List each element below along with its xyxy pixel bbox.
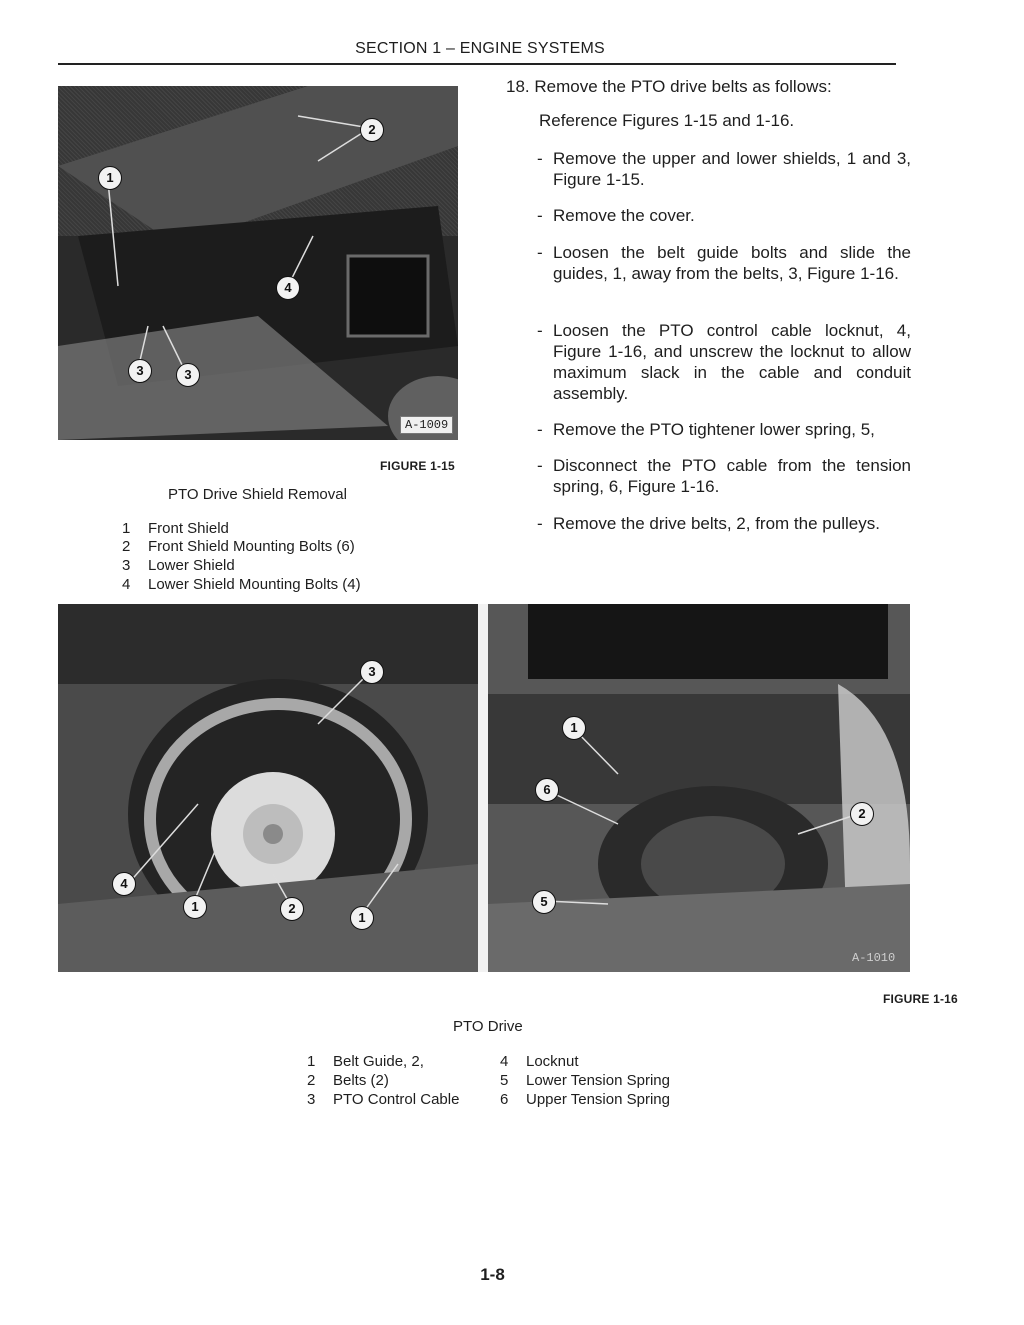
- instruction-item: - Remove the cover.: [537, 205, 911, 226]
- callout-3: 3: [128, 359, 152, 383]
- figure-1-15-photo: [58, 86, 458, 440]
- legend-number: 2: [122, 538, 131, 555]
- callout-4: 4: [276, 276, 300, 300]
- legend-number: 1: [122, 520, 131, 537]
- header-rule: [58, 63, 896, 65]
- figure-1-16-photo-art: [58, 604, 910, 972]
- instruction-item: - Disconnect the PTO cable from the tension spring, 6, Figure 1-16.: [537, 456, 911, 496]
- callout-1: 1: [98, 166, 122, 190]
- legend-number: 4: [122, 576, 131, 593]
- legend-row: [500, 1091, 670, 1108]
- instruction-text: Loosen the PTO control cable locknut, 4, Figure 1-16, and unscrew the locknut to allow maximum slack in the cable and conduit assembly.: [553, 321, 911, 403]
- legend-row: [500, 1053, 579, 1070]
- legend-number: 2: [307, 1072, 316, 1089]
- instruction-item: - Remove the drive belts, 2, from the pulleys.: [537, 513, 911, 534]
- callout-2: 2: [280, 897, 304, 921]
- legend-row: [307, 1072, 389, 1089]
- page-number: 1-8: [480, 1265, 505, 1284]
- legend-row: [122, 557, 235, 574]
- instruction-text: Remove the cover.: [553, 206, 695, 225]
- legend-text: Lower Shield: [148, 557, 235, 574]
- legend-number: 6: [500, 1091, 509, 1108]
- callout-5: 5: [532, 890, 556, 914]
- legend-text: Lower Shield Mounting Bolts (4): [148, 576, 361, 593]
- figure-1-16-photo: [58, 604, 910, 972]
- legend-text: PTO Control Cable: [333, 1091, 460, 1108]
- callout-2: 2: [850, 802, 874, 826]
- callout-2: 2: [360, 118, 384, 142]
- legend-number: 1: [307, 1053, 316, 1070]
- legend-row: [122, 520, 229, 537]
- instruction-text: Remove the drive belts, 2, from the pulleys.: [553, 514, 880, 533]
- instruction-item: - Remove the upper and lower shields, 1 and 3, Figure 1-15.: [537, 149, 911, 189]
- legend-number: 3: [122, 557, 131, 574]
- legend-text: Front Shield: [148, 520, 229, 537]
- legend-text: Upper Tension Spring: [526, 1091, 670, 1108]
- callout-6: 6: [535, 778, 559, 802]
- legend-row: [307, 1091, 459, 1108]
- callout-1: 1: [350, 906, 374, 930]
- legend-text: Lower Tension Spring: [526, 1072, 670, 1089]
- legend-row: [122, 538, 355, 555]
- instruction-item: - Loosen the belt guide bolts and slide the guides, 1, away from the belts, 3, Figure 1-16.: [537, 243, 911, 283]
- callout-1: 1: [562, 716, 586, 740]
- legend-row: [122, 576, 361, 593]
- figure-1-15-title: PTO Drive Shield Removal: [168, 486, 347, 503]
- instruction-item: - Loosen the PTO control cable locknut, 4, Figure 1-16, and unscrew the locknut to allow maximum slack in the cable and conduit assembly.: [537, 321, 911, 403]
- figure-1-15-label: FIGURE 1-15: [380, 459, 455, 473]
- photo-code: A-1010: [852, 951, 896, 965]
- legend-text: Locknut: [526, 1053, 579, 1070]
- legend-number: 3: [307, 1091, 316, 1108]
- legend-row: [500, 1072, 670, 1089]
- callout-3: 3: [176, 363, 200, 387]
- instruction-text: Loosen the belt guide bolts and slide the guides, 1, away from the belts, 3, Figure 1-16.: [553, 243, 911, 283]
- callout-3: 3: [360, 660, 384, 684]
- instruction-text: Remove the PTO tightener lower spring, 5,: [553, 420, 875, 439]
- figure-1-16-title: PTO Drive: [453, 1018, 523, 1035]
- callout-1: 1: [183, 895, 207, 919]
- legend-row: [307, 1053, 424, 1070]
- legend-number: 5: [500, 1072, 509, 1089]
- instruction-text: Remove the upper and lower shields, 1 and 3, Figure 1-15.: [553, 149, 911, 189]
- figure-1-16-label: FIGURE 1-16: [883, 992, 958, 1006]
- section-header: SECTION 1 – ENGINE SYSTEMS: [355, 40, 605, 57]
- legend-text: Belts (2): [333, 1072, 389, 1089]
- legend-text: Belt Guide, 2,: [333, 1053, 424, 1070]
- figure-1-15-photo-art: [58, 86, 458, 440]
- photo-code: A-1009: [400, 416, 453, 434]
- callout-4: 4: [112, 872, 136, 896]
- legend-text: Front Shield Mounting Bolts (6): [148, 538, 355, 555]
- instruction-text: Disconnect the PTO cable from the tension spring, 6, Figure 1-16.: [553, 456, 911, 496]
- instruction-item: - Remove the PTO tightener lower spring, 5,: [537, 419, 911, 440]
- reference-note: Reference Figures 1-15 and 1-16.: [539, 111, 795, 130]
- step-18-heading: 18. Remove the PTO drive belts as follows:: [506, 77, 832, 96]
- legend-number: 4: [500, 1053, 509, 1070]
